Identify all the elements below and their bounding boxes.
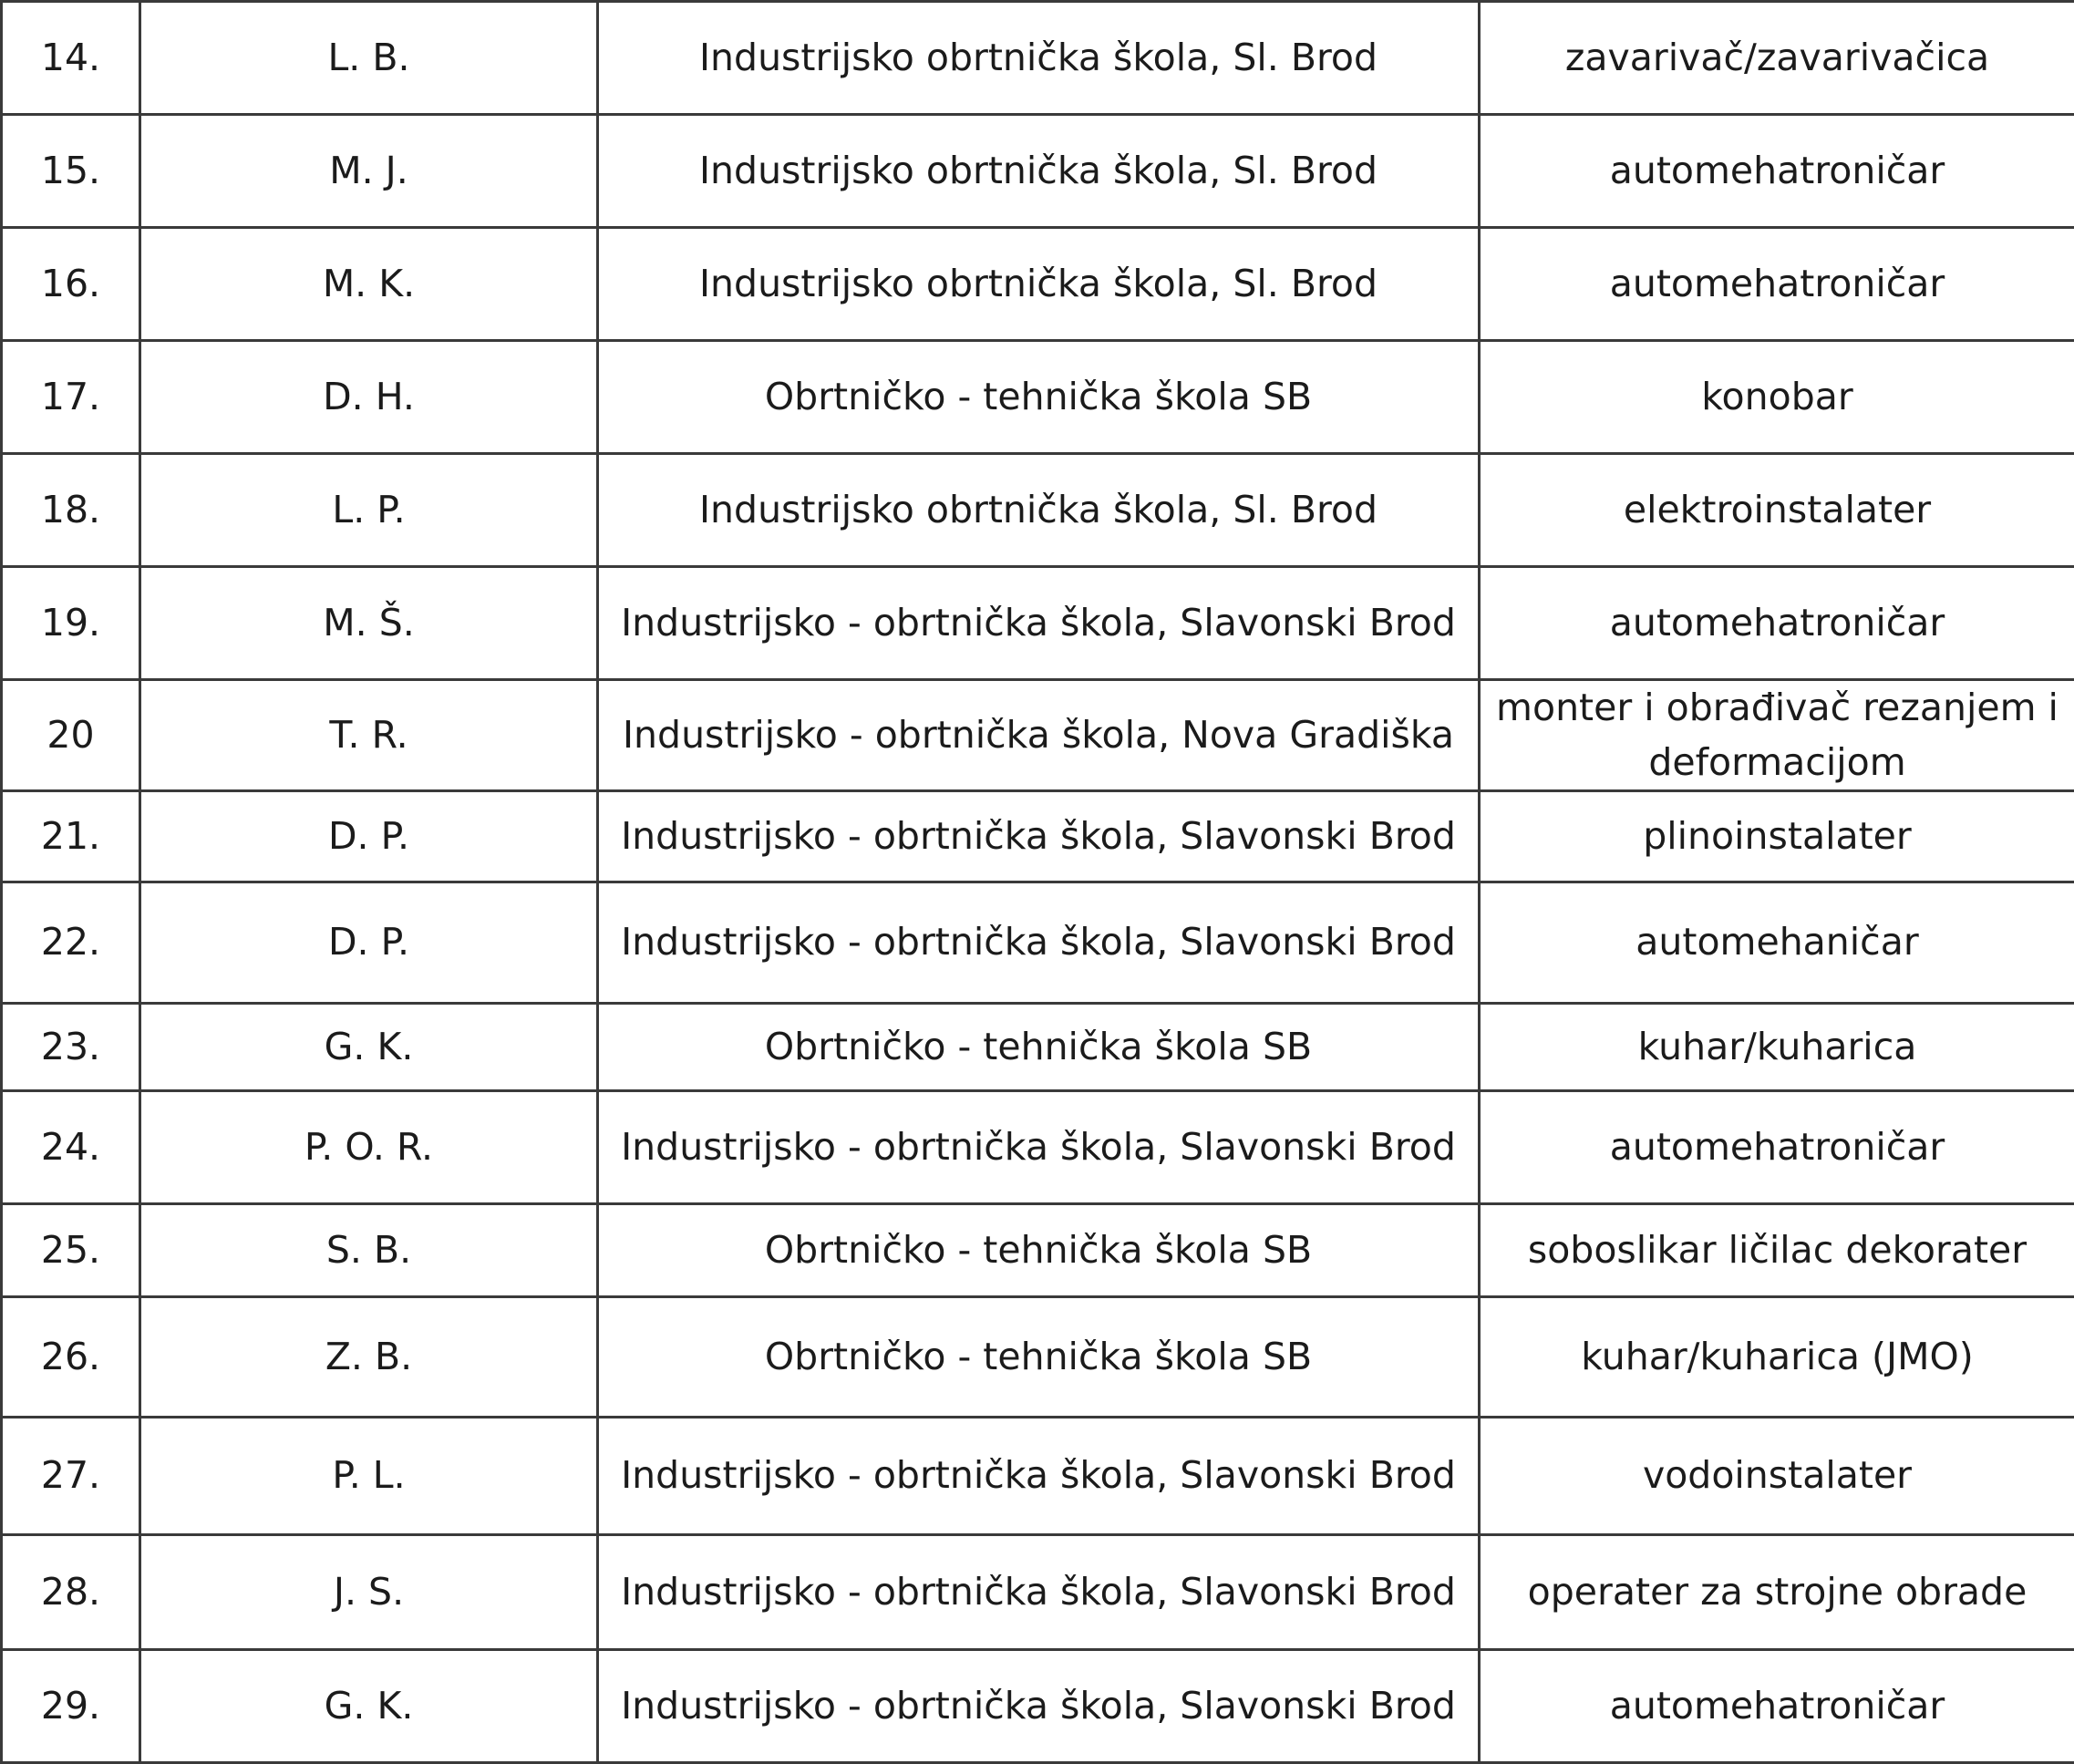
row-number: 14.	[2, 2, 140, 115]
school-name: Industrijsko obrtnička škola, Sl. Brod	[598, 115, 1480, 228]
table-row	[2, 454, 2074, 567]
school-name: Obrtničko - tehnička škola SB	[598, 341, 1480, 454]
school-name: Industrijsko - obrtnička škola, Slavonski Brod	[598, 1418, 1480, 1535]
table-row	[2, 2, 2074, 115]
occupation: kuhar/kuharica	[1480, 1004, 2074, 1091]
row-number: 22.	[2, 882, 140, 1004]
occupation: konobar	[1480, 341, 2074, 454]
table-row	[2, 567, 2074, 680]
table-row	[2, 882, 2074, 1004]
school-name: Industrijsko - obrtnička škola, Slavonski Brod	[598, 1535, 1480, 1650]
table-row	[2, 115, 2074, 228]
table-row	[2, 1004, 2074, 1091]
row-number: 18.	[2, 454, 140, 567]
occupation: elektroinstalater	[1480, 454, 2074, 567]
school-name: Industrijsko - obrtnička škola, Nova Gradiška	[598, 680, 1480, 791]
student-initials: M. J.	[140, 115, 598, 228]
row-number: 25.	[2, 1204, 140, 1297]
school-name: Obrtničko - tehnička škola SB	[598, 1297, 1480, 1418]
student-initials: M. K.	[140, 228, 598, 341]
occupation: automehatroničar	[1480, 228, 2074, 341]
table-row	[2, 791, 2074, 882]
table-body	[2, 2, 2074, 1763]
student-initials: D. P.	[140, 791, 598, 882]
row-number: 16.	[2, 228, 140, 341]
row-number: 24.	[2, 1091, 140, 1204]
row-number: 26.	[2, 1297, 140, 1418]
school-name: Industrijsko - obrtnička škola, Slavonski Brod	[598, 791, 1480, 882]
table-row	[2, 680, 2074, 791]
student-initials: M. Š.	[140, 567, 598, 680]
occupation: automehatroničar	[1480, 1650, 2074, 1763]
table-row	[2, 1418, 2074, 1535]
school-name: Industrijsko - obrtnička škola, Slavonski Brod	[598, 882, 1480, 1004]
occupation: plinoinstalater	[1480, 791, 2074, 882]
student-initials: Z. B.	[140, 1297, 598, 1418]
table-row	[2, 1297, 2074, 1418]
school-name: Industrijsko obrtnička škola, Sl. Brod	[598, 228, 1480, 341]
student-initials: G. K.	[140, 1004, 598, 1091]
student-initials: L. P.	[140, 454, 598, 567]
student-initials: D. H.	[140, 341, 598, 454]
row-number: 15.	[2, 115, 140, 228]
row-number: 19.	[2, 567, 140, 680]
row-number: 20	[2, 680, 140, 791]
student-initials: G. K.	[140, 1650, 598, 1763]
table-row	[2, 341, 2074, 454]
occupation: automehatroničar	[1480, 567, 2074, 680]
row-number: 17.	[2, 341, 140, 454]
student-initials: P. L.	[140, 1418, 598, 1535]
school-name: Obrtničko - tehnička škola SB	[598, 1204, 1480, 1297]
occupation: automehatroničar	[1480, 115, 2074, 228]
school-name: Industrijsko obrtnička škola, Sl. Brod	[598, 454, 1480, 567]
table-row	[2, 1650, 2074, 1763]
row-number: 27.	[2, 1418, 140, 1535]
occupation: zavarivač/zavarivačica	[1480, 2, 2074, 115]
row-number: 21.	[2, 791, 140, 882]
occupation: automehatroničar	[1480, 1091, 2074, 1204]
student-initials: J. S.	[140, 1535, 598, 1650]
table-row	[2, 1204, 2074, 1297]
table-row	[2, 228, 2074, 341]
school-name: Industrijsko - obrtnička škola, Slavonski Brod	[598, 567, 1480, 680]
occupation: monter i obrađivač rezanjem i deformacijom	[1480, 680, 2074, 791]
occupation: automehaničar	[1480, 882, 2074, 1004]
student-initials: D. P.	[140, 882, 598, 1004]
occupation: operater za strojne obrade	[1480, 1535, 2074, 1650]
occupation: vodoinstalater	[1480, 1418, 2074, 1535]
row-number: 29.	[2, 1650, 140, 1763]
student-initials: P. O. R.	[140, 1091, 598, 1204]
occupation: soboslikar ličilac dekorater	[1480, 1204, 2074, 1297]
school-name: Industrijsko - obrtnička škola, Slavonski Brod	[598, 1650, 1480, 1763]
table-row	[2, 1535, 2074, 1650]
occupation: kuhar/kuharica (JMO)	[1480, 1297, 2074, 1418]
row-number: 28.	[2, 1535, 140, 1650]
row-number: 23.	[2, 1004, 140, 1091]
student-initials: L. B.	[140, 2, 598, 115]
school-name: Industrijsko obrtnička škola, Sl. Brod	[598, 2, 1480, 115]
school-name: Obrtničko - tehnička škola SB	[598, 1004, 1480, 1091]
table-row	[2, 1091, 2074, 1204]
school-name: Industrijsko - obrtnička škola, Slavonski Brod	[598, 1091, 1480, 1204]
student-initials: T. R.	[140, 680, 598, 791]
student-initials: S. B.	[140, 1204, 598, 1297]
